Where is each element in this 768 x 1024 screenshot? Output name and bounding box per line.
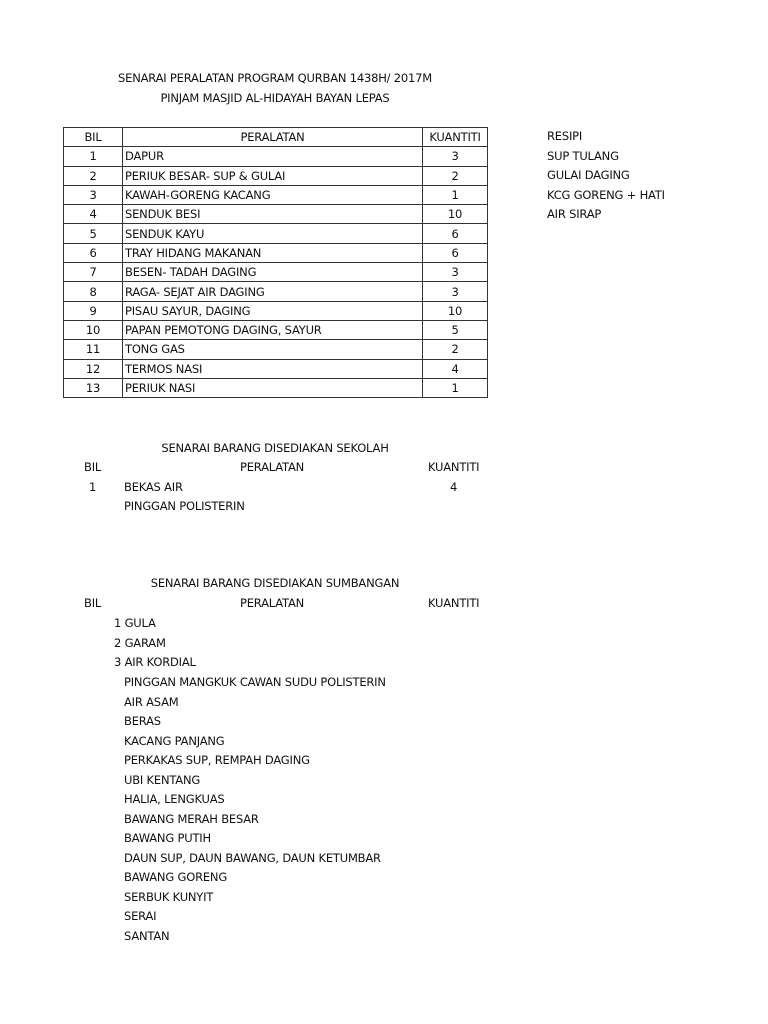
cell-item: TONG GAS — [123, 340, 423, 359]
list-item: UBI KENTANG — [124, 772, 201, 787]
cell-bil: 12 — [64, 359, 123, 378]
cell-item: SENDUK KAYU — [123, 224, 423, 243]
list-item: BAWANG GORENG — [124, 870, 228, 884]
cell-qty: 3 — [423, 263, 488, 282]
table-row — [64, 320, 488, 339]
table-row — [64, 359, 488, 378]
cell-qty: 6 — [423, 243, 488, 262]
cell-item: TRAY HIDANG MAKANAN — [123, 243, 423, 262]
list-item: BAWANG MERAH BESAR — [124, 811, 259, 826]
cell-qty: 1 — [423, 185, 488, 204]
cell-qty: 4 — [423, 359, 488, 378]
list-item: BERAS — [124, 714, 161, 728]
section3-header-kuantiti: KUANTITI — [428, 596, 480, 610]
cell-item: RAGA- SEJAT AIR DAGING — [123, 282, 423, 301]
list-item: HALIA, LENGKUAS — [124, 792, 225, 806]
cell-qty: 3 — [423, 147, 488, 166]
cell-bil: 1 — [64, 147, 123, 166]
table-row — [64, 147, 488, 166]
list-item: 2 GARAM — [114, 635, 166, 650]
list-item: 1 GULA — [114, 616, 156, 630]
section2-title: SENARAI BARANG DISEDIAKAN SEKOLAH — [161, 441, 389, 455]
header-peralatan: PERALATAN — [123, 128, 423, 147]
cell-item: TERMOS NASI — [123, 359, 423, 378]
cell-item: PAPAN PEMOTONG DAGING, SAYUR — [123, 320, 423, 339]
table-row — [64, 243, 488, 262]
table-row — [64, 282, 488, 301]
cell-qty: 1 — [423, 378, 488, 397]
cell-item: PERIUK BESAR- SUP & GULAI — [123, 166, 423, 185]
cell-qty: 2 — [423, 340, 488, 359]
header-bil: BIL — [64, 128, 123, 147]
cell-bil: 11 — [64, 340, 123, 359]
resipi-item: GULAI DAGING — [547, 168, 630, 182]
cell-bil: 9 — [64, 301, 123, 320]
cell-qty: 3 — [423, 282, 488, 301]
list-item: KACANG PANJANG — [124, 733, 225, 748]
page-subtitle: PINJAM MASJID AL-HIDAYAH BAYAN LEPAS — [160, 91, 390, 105]
cell-bil: 2 — [64, 166, 123, 185]
cell-qty: 2 — [423, 166, 488, 185]
cell-bil: 10 — [64, 320, 123, 339]
section2-header-kuantiti: KUANTITI — [428, 460, 480, 474]
section3-header-peralatan: PERALATAN — [239, 596, 305, 610]
cell-bil: 13 — [64, 378, 123, 397]
table-row — [64, 263, 488, 282]
section2-header-bil: BIL — [84, 460, 102, 474]
section3-title: SENARAI BARANG DISEDIAKAN SUMBANGAN — [150, 576, 400, 590]
list-item: PERKAKAS SUP, REMPAH DAGING — [124, 753, 310, 767]
list-item: SERAI — [124, 909, 157, 923]
resipi-item: AIR SIRAP — [547, 207, 602, 221]
section3-header-bil: BIL — [84, 596, 102, 610]
section2-row-bil: 1 — [89, 480, 97, 494]
table-row — [64, 301, 488, 320]
list-item: SERBUK KUNYIT — [124, 889, 214, 904]
table-row — [64, 185, 488, 204]
cell-bil: 5 — [64, 224, 123, 243]
list-item: 3 AIR KORDIAL — [114, 655, 196, 669]
cell-item: DAPUR — [123, 147, 423, 166]
table-row — [64, 340, 488, 359]
cell-item: KAWAH-GORENG KACANG — [123, 185, 423, 204]
cell-qty: 10 — [423, 301, 488, 320]
list-item: AIR ASAM — [124, 694, 179, 709]
table-row — [64, 205, 488, 224]
cell-qty: 6 — [423, 224, 488, 243]
list-item: DAUN SUP, DAUN BAWANG, DAUN KETUMBAR — [124, 850, 381, 865]
resipi-item: KCG GORENG + HATI — [547, 187, 665, 202]
section2-header-peralatan: PERALATAN — [239, 460, 305, 474]
cell-bil: 8 — [64, 282, 123, 301]
page-title: SENARAI PERALATAN PROGRAM QURBAN 1438H/ 2017M — [118, 71, 432, 85]
cell-item: PERIUK NASI — [123, 378, 423, 397]
table-row — [64, 224, 488, 243]
cell-bil: 6 — [64, 243, 123, 262]
resipi-item: SUP TULANG — [547, 148, 619, 163]
resipi-title: RESIPI — [547, 129, 583, 143]
cell-item: SENDUK BESI — [123, 205, 423, 224]
equipment-table — [63, 127, 488, 398]
table-header-row — [64, 128, 488, 147]
cell-item: PISAU SAYUR, DAGING — [123, 301, 423, 320]
resipi-list — [547, 127, 665, 221]
cell-qty: 5 — [423, 320, 488, 339]
cell-qty: 10 — [423, 205, 488, 224]
section3-item-list — [124, 673, 386, 946]
section2-row-item: PINGGAN POLISTERIN — [124, 499, 245, 513]
cell-bil: 7 — [64, 263, 123, 282]
table-row — [64, 166, 488, 185]
cell-bil: 3 — [64, 185, 123, 204]
cell-item: BESEN- TADAH DAGING — [123, 263, 423, 282]
cell-bil: 4 — [64, 205, 123, 224]
section2-row-item: BEKAS AIR — [124, 480, 183, 494]
list-item: SANTAN — [124, 928, 170, 943]
list-item: PINGGAN MANGKUK CAWAN SUDU POLISTERIN — [124, 675, 386, 689]
list-item: BAWANG PUTIH — [124, 831, 211, 845]
table-row — [64, 378, 488, 397]
header-kuantiti: KUANTITI — [423, 128, 488, 147]
section3-numbered-list — [114, 614, 196, 673]
section2-row-qty: 4 — [450, 480, 458, 494]
